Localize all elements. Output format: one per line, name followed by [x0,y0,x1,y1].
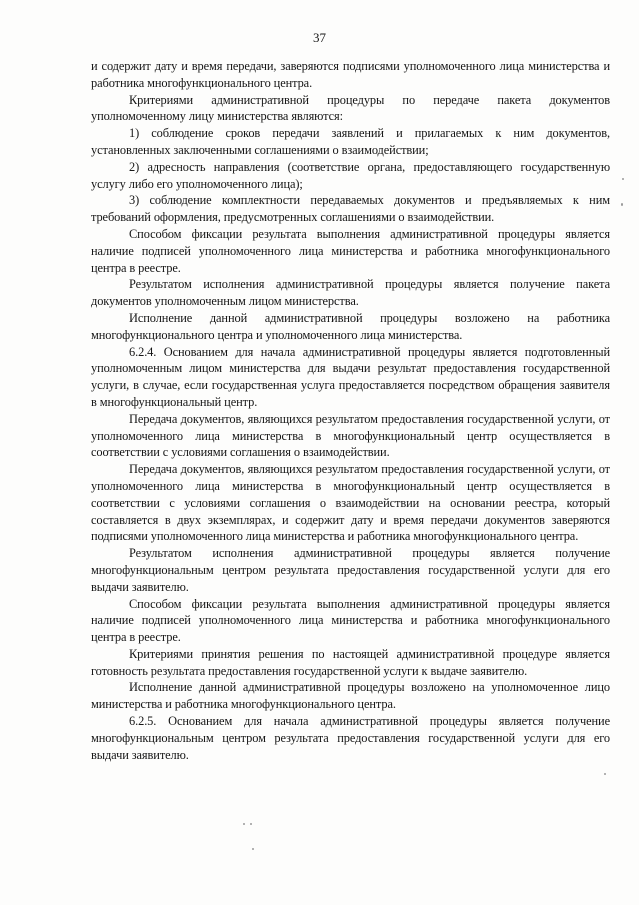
paragraph-continuation: и содержит дату и время передачи, заверяются подписями уполномоченного лица министерства и работника многофункционального центра. [91,59,610,90]
criteria-item-2: 2) адресность направления (соответствие органа, предоставляющего государственную услугу либо его уполномоченного лица); [91,159,610,191]
scan-speck [243,823,245,825]
paragraph-responsibility: Исполнение данной административной процедуры возложено на работника многофункционального центра и уполномоченного лица министерства. [91,310,610,342]
scan-speck [621,203,623,206]
paragraph-section-6-2-5: 6.2.5. Основанием для начала административной процедуры является получение многофункциональным центром результата предоставления государственной услуги для его выдачи заявителю. [91,714,610,762]
paragraph-transfer-2: Передача документов, являющихся результатом предоставления государственной услуги, от уполномоченного лица министерства в многофункциональный центр осуществляется в соответствии с условиями соглашения о взаимодействии на основании реестра, который составляется в двух экземплярах, и содержит дату и время передачи документов заверяются подписями уполномоченного лица министерства и работника многофункционального центра. [91,462,610,544]
scan-speck [604,773,606,775]
paragraph-section-6-2-4: 6.2.4. Основанием для начала административной процедуры является подготовленный уполномоченным лицом министерства для выдачи результат предоставления государственной услуги, в случае, если государственная услуга предоставляется посредством обращения заявителя в многофункциональный центр. [91,344,610,409]
scan-speck [250,823,252,825]
scan-speck [252,848,254,850]
criteria-item-3: 3) соблюдение комплектности передаваемых документов и предъявляемых к ним требований оформления, предусмотренных соглашениями о взаимодействии. [91,193,610,225]
paragraph-result-2: Результатом исполнения административной процедуры является получение многофункциональным центром результата предоставления государственной услуги для его выдачи заявителю. [91,546,610,594]
paragraph-decision-criteria: Критериями принятия решения по настоящей административной процедуре является готовность результата предоставления государственной услуги к выдаче заявителю. [91,646,610,678]
scan-speck [622,178,624,180]
paragraph-fixation-method-2: Способом фиксации результата выполнения административной процедуры является наличие подписей уполномоченного лица министерства и работника многофункционального центра в реестре. [91,596,610,645]
paragraph-responsibility-2: Исполнение данной административной процедуры возложено на уполномоченное лицо министерства и работника многофункционального центра. [91,680,610,712]
document-body [91,58,610,763]
paragraph-fixation-method: Способом фиксации результата выполнения административной процедуры является наличие подписей уполномоченного лица министерства и работника многофункционального центра в реестре. [91,226,610,275]
paragraph-transfer-1: Передача документов, являющихся результатом предоставления государственной услуги, от уполномоченного лица министерства в многофункциональный центр осуществляется в соответствии с условиями соглашения о взаимодействии. [91,411,610,460]
paragraph-result: Результатом исполнения административной процедуры является получение пакета документов уполномоченным лицом министерства. [91,277,610,309]
page-number: 37 [313,30,326,45]
paragraph-criteria-intro: Критериями административной процедуры по передаче пакета документов уполномоченному лицу министерства являются: [91,92,610,124]
criteria-item-1: 1) соблюдение сроков передачи заявлений и прилагаемых к ним документов, установленных заключенными соглашениями о взаимодействии; [91,126,610,157]
